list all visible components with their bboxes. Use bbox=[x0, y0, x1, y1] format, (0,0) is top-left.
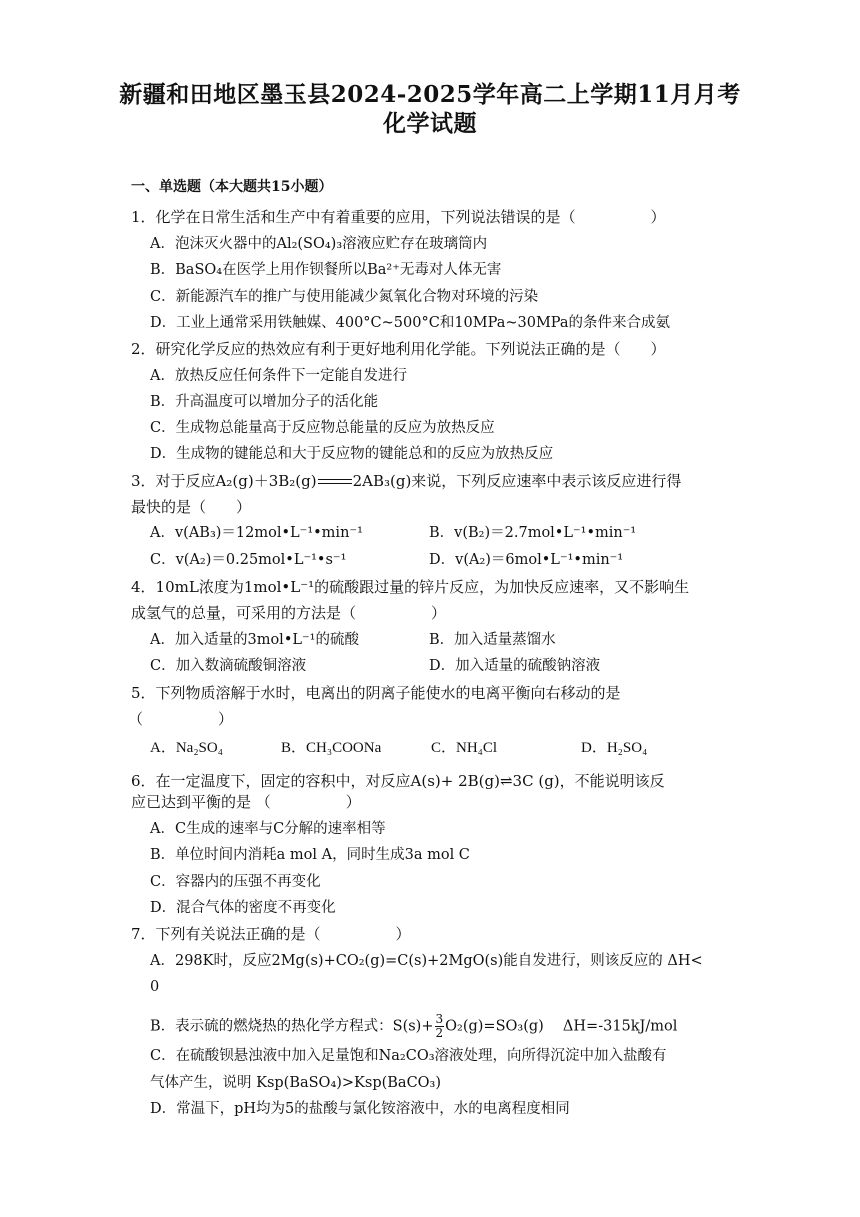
question-6-stem-line2: 应已达到平衡的是 （ ） bbox=[131, 793, 361, 811]
question-4-option-b: B．加入适量蒸馏水 bbox=[429, 632, 556, 648]
page-title-line1: 新疆和田地区墨玉县2024-2025学年高二上学期11月月考 bbox=[119, 81, 741, 108]
question-7-option-b-part1: B．表示硫的燃烧热的热化学方程式：S(s)+ bbox=[150, 1018, 434, 1035]
question-4-option-a: A．加入适量的3mol•L⁻¹的硫酸 bbox=[150, 632, 359, 648]
question-2-option-a: A．放热反应任何条件下一定能自发进行 bbox=[150, 368, 407, 384]
question-4-stem-line2: 成氢气的总量，可采用的方法是（ ） bbox=[131, 604, 447, 622]
question-7-option-d: D．常温下，pH均为5的盐酸与氯化铵溶液中，水的电离程度相同 bbox=[150, 1101, 570, 1117]
question-1-option-b: B．BaSO₄在医学上用作钡餐所以Ba²⁺无毒对人体无害 bbox=[150, 262, 502, 278]
question-3-option-d: D．v(A₂)＝6mol•L⁻¹•min⁻¹ bbox=[429, 552, 624, 568]
question-7-option-c: C．在硫酸钡悬浊液中加入足量饱和Na₂CO₃溶液处理，向所得沉淀中加入盐酸有 bbox=[150, 1048, 667, 1064]
question-4-option-c: C．加入数滴硫酸铜溶液 bbox=[150, 658, 307, 674]
question-3-stem-part2: 2AB₃(g)来说，下列反应速率中表示该反应进行得 bbox=[352, 472, 682, 490]
question-5-option-b: B．CH₃COONa bbox=[281, 740, 382, 756]
question-7-option-a-line2: 0 bbox=[150, 979, 160, 995]
question-2-stem: 2．研究化学反应的热效应有利于更好地利用化学能。下列说法正确的是（ ） bbox=[131, 340, 666, 358]
question-3-stem-part1: 3．对于反应A₂(g)＋3B₂(g) bbox=[131, 472, 317, 490]
question-3-option-b: B．v(B₂)＝2.7mol•L⁻¹•min⁻¹ bbox=[429, 525, 637, 541]
question-7-option-b bbox=[150, 1013, 677, 1040]
question-7-option-a: A．298K时，反应2Mg(s)+CO₂(g)=C(s)+2MgO(s)能自发进行，则该反应的 ΔH< bbox=[150, 953, 703, 969]
question-3-stem-line2: 最快的是（ ） bbox=[131, 498, 252, 516]
question-6-option-c: C．容器内的压强不再变化 bbox=[150, 874, 321, 890]
question-7-option-b-part2: O₂(g)=SO₃(g) ΔH=-315kJ/mol bbox=[445, 1018, 678, 1035]
question-3-option-c: C．v(A₂)＝0.25mol•L⁻¹•s⁻¹ bbox=[150, 552, 347, 568]
fraction-numerator: 3 bbox=[435, 1012, 444, 1026]
question-1-stem: 1．化学在日常生活和生产中有着重要的应用，下列说法错误的是（ ） bbox=[131, 208, 666, 226]
question-2-option-b: B．升高温度可以增加分子的活化能 bbox=[150, 394, 379, 410]
question-5-option-c: C．NH₄Cl bbox=[431, 740, 498, 756]
page-title-line2: 化学试题 bbox=[383, 110, 477, 137]
question-6-option-d: D．混合气体的密度不再变化 bbox=[150, 900, 336, 916]
question-6-option-a: A．C生成的速率与C分解的速率相等 bbox=[150, 821, 386, 837]
fraction-denominator: 2 bbox=[435, 1026, 444, 1040]
question-2-option-d: D．生成物的键能总和大于反应物的键能总和的反应为放热反应 bbox=[150, 446, 554, 462]
question-1-option-c: C．新能源汽车的推广与使用能减少氮氧化合物对环境的污染 bbox=[150, 289, 539, 305]
question-5-stem-line2: （ ） bbox=[128, 710, 234, 728]
question-7-stem: 7．下列有关说法正确的是（ ） bbox=[131, 925, 411, 943]
question-7-option-c-line2: 气体产生，说明 Ksp(BaSO₄)>Ksp(BaCO₃) bbox=[150, 1075, 442, 1091]
question-3-option-a: A．v(AB₃)＝12mol•L⁻¹•min⁻¹ bbox=[150, 525, 363, 541]
question-5-option-a: A．Na₂SO₄ bbox=[150, 740, 223, 756]
equilibrium-arrow-icon bbox=[318, 478, 352, 486]
question-1-option-a: A．泡沫灭火器中的Al₂(SO₄)₃溶液应贮存在玻璃筒内 bbox=[150, 236, 488, 252]
question-5-option-d: D．H₂SO₄ bbox=[581, 740, 648, 756]
question-2-option-c: C．生成物总能量高于反应物总能量的反应为放热反应 bbox=[150, 420, 495, 436]
question-3-stem bbox=[131, 471, 681, 491]
question-4-option-d: D．加入适量的硫酸钠溶液 bbox=[429, 658, 601, 674]
fraction bbox=[435, 1013, 445, 1040]
question-6-option-b: B．单位时间内消耗a mol A，同时生成3a mol C bbox=[150, 847, 470, 863]
section-heading: 一、单选题（本大题共15小题） bbox=[131, 179, 333, 195]
question-4-stem: 4．10mL浓度为1mol•L⁻¹的硫酸跟过量的锌片反应，为加快反应速率，又不影响生 bbox=[131, 578, 690, 596]
question-5-stem: 5．下列物质溶解于水时，电离出的阴离子能使水的电离平衡向右移动的是 bbox=[131, 684, 621, 702]
question-6-stem: 6．在一定温度下，固定的容积中，对反应A(s)+ 2B(g)⇌3C (g)，不能说明该反 bbox=[131, 772, 665, 790]
question-1-option-d: D．工业上通常采用铁触媒、400°C~500°C和10MPa~30MPa的条件来合成氨 bbox=[150, 315, 671, 331]
